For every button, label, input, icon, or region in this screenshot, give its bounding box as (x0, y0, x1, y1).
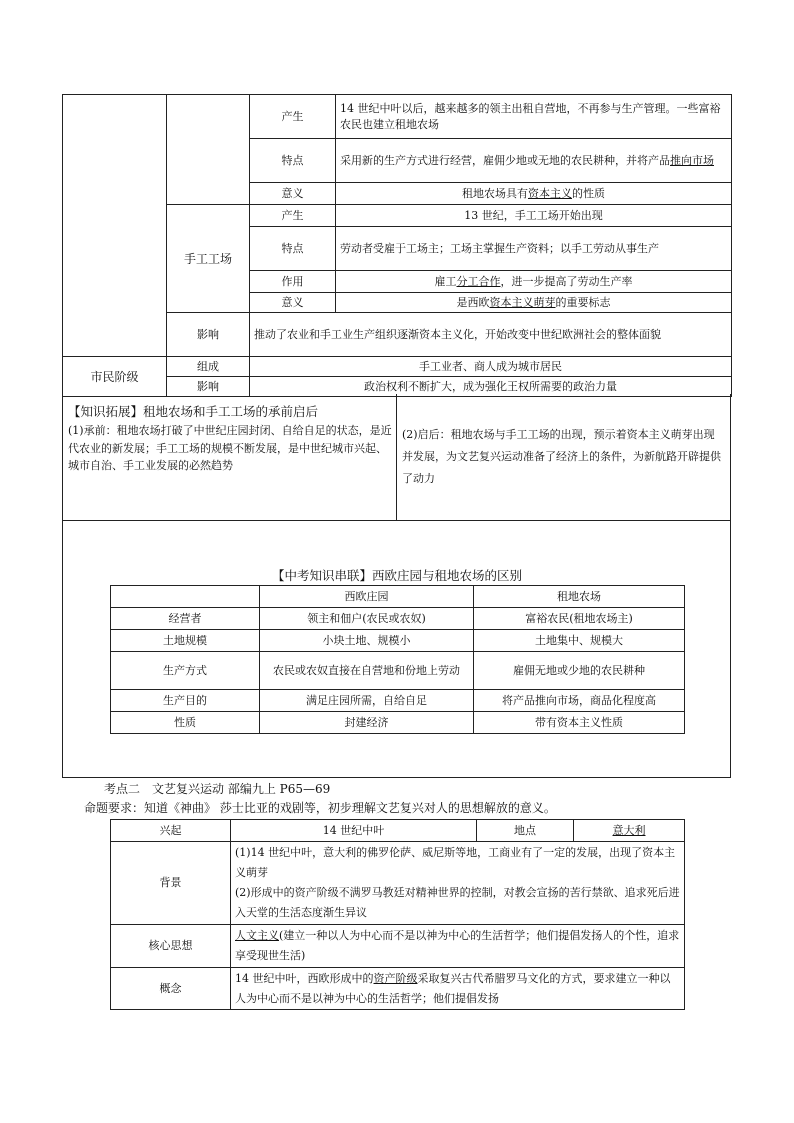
header-cell: 租地农场 (474, 586, 685, 608)
background-point-2: (2)形成中的资产阶级不满罗马教廷对精神世界的控制，对教会宣扬的苦行禁欲、追求死后进入天堂的生活态度渐生异议 (235, 886, 680, 919)
blank-cell (63, 205, 167, 357)
row-label: 生产目的 (111, 690, 260, 712)
exam-link-title: 【中考知识串联】西欧庄园与租地农场的区别 (271, 568, 522, 583)
rise-time: 14 世纪中叶 (231, 820, 477, 842)
row-label: 性质 (111, 712, 260, 734)
background-point-1: (1)14 世纪中叶，意大利的佛罗伦萨、威尼斯等地，工商业有了一定的发展，出现了资本主义萌芽 (235, 846, 676, 879)
rise-label: 兴起 (111, 820, 231, 842)
table-cell: 封建经济 (260, 712, 474, 734)
influence-text: 推动了农业和手工业生产组织逐渐资本主义化，开始改变中世纪欧洲社会的整体面貌 (250, 313, 732, 357)
extension-right-text: (2)启后：租地农场与手工工场的出现，预示着资本主义萌芽出现并发展，为文艺复兴运动准备了经济上的条件，为新航路开辟提供了动力 (402, 428, 721, 485)
concept-label: 概念 (111, 968, 231, 1010)
table-cell: 小块土地、规模小 (260, 630, 474, 652)
table-cell: 将产品推向市场，商品化程度高 (474, 690, 685, 712)
citizen-influence-text: 政治权利不断扩大，成为强化王权所需要的政治力量 (250, 377, 732, 397)
table-cell: 农民或农奴直接在自营地和份地上劳动 (260, 652, 474, 690)
extension-left (68, 402, 392, 475)
agriculture-handicraft-table (62, 94, 732, 397)
workshop-origin-text: 13 世纪，手工工场开始出现 (336, 205, 732, 227)
renaissance-table (110, 819, 685, 1010)
workshop-role-text: 雇工分工合作，进一步提高了劳动生产率 (336, 271, 732, 293)
manor-vs-farm-table (110, 585, 685, 734)
row-label: 经营者 (111, 608, 260, 630)
workshop-feature-text: 劳动者受雇于工场主；工场主掌握生产资料；以手工劳动从事生产 (336, 227, 732, 271)
farm-meaning-label: 意义 (250, 183, 336, 205)
influence-label: 影响 (167, 313, 250, 357)
table-cell: 满足庄园所需，自给自足 (260, 690, 474, 712)
table-cell: 雇佣无地或少地的农民耕种 (474, 652, 685, 690)
place-value: 意大利 (574, 820, 685, 842)
farm-meaning-text: 租地农场具有资本主义的性质 (336, 183, 732, 205)
workshop-feature-label: 特点 (250, 227, 336, 271)
background-label: 背景 (111, 842, 231, 925)
header-cell (111, 586, 260, 608)
farm-origin-text: 14 世纪中叶以后，越来越多的领主出租自营地，不再参与生产管理。一些富裕农民也建立租地农场 (336, 95, 732, 139)
table-cell: 带有资本主义性质 (474, 712, 685, 734)
core-idea-text: 人文主义(建立一种以人为中心而不是以神为中心的生活哲学；他们提倡发扬人的个性，追求享受现世生活) (231, 925, 685, 968)
workshop-role-label: 作用 (250, 271, 336, 293)
row-label: 土地规模 (111, 630, 260, 652)
row-label: 生产方式 (111, 652, 260, 690)
farm-feature-text: 采用新的生产方式进行经营，雇佣少地或无地的农民耕种，并将产品推向市场 (336, 139, 732, 183)
extension-title: 【知识拓展】租地农场和手工工场的承前启后 (68, 404, 319, 419)
farm-feature-label: 特点 (250, 139, 336, 183)
citizen-composition-label: 组成 (167, 357, 250, 377)
table-cell: 土地集中、规模大 (474, 630, 685, 652)
table-cell: 富裕农民(租地农场主) (474, 608, 685, 630)
place-label: 地点 (477, 820, 574, 842)
core-idea-label: 核心思想 (111, 925, 231, 968)
extension-left-text: (1)承前：租地农场打破了中世纪庄园封闭、自给自足的状态，是近代农业的新发展；手工工场的规模不断发展，是中世纪城市兴起、城市自治、手工业发展的必然趋势 (68, 424, 392, 472)
header-cell: 西欧庄园 (260, 586, 474, 608)
section-heading: 考点二 文艺复兴运动 部编九上 P65—69 (104, 782, 331, 796)
concept-text: 14 世纪中叶，西欧形成中的资产阶级采取复兴古代希腊罗马文化的方式，要求建立一种以人为中心而不是以神为中心的生活哲学；他们提倡发扬 (231, 968, 685, 1010)
farm-origin-label: 产生 (250, 95, 336, 139)
background-text (231, 842, 685, 925)
citizen-influence-label: 影响 (167, 377, 250, 397)
workshop-meaning-text: 是西欧资本主义萌芽的重要标志 (336, 293, 732, 313)
blank-cell (63, 95, 167, 205)
blank-cell (167, 95, 250, 205)
requirement-text: 命题要求：知道《神曲》 莎士比亚的戏剧等，初步理解文艺复兴对人的思想解放的意义。 (84, 801, 556, 815)
workshop-label: 手工工场 (167, 205, 250, 313)
extension-divider (396, 394, 397, 521)
table-cell: 领主和佃户(农民或农奴) (260, 608, 474, 630)
citizen-class-label: 市民阶级 (63, 357, 167, 397)
citizen-composition-text: 手工业者、商人成为城市居民 (250, 357, 732, 377)
workshop-origin-label: 产生 (250, 205, 336, 227)
workshop-meaning-label: 意义 (250, 293, 336, 313)
